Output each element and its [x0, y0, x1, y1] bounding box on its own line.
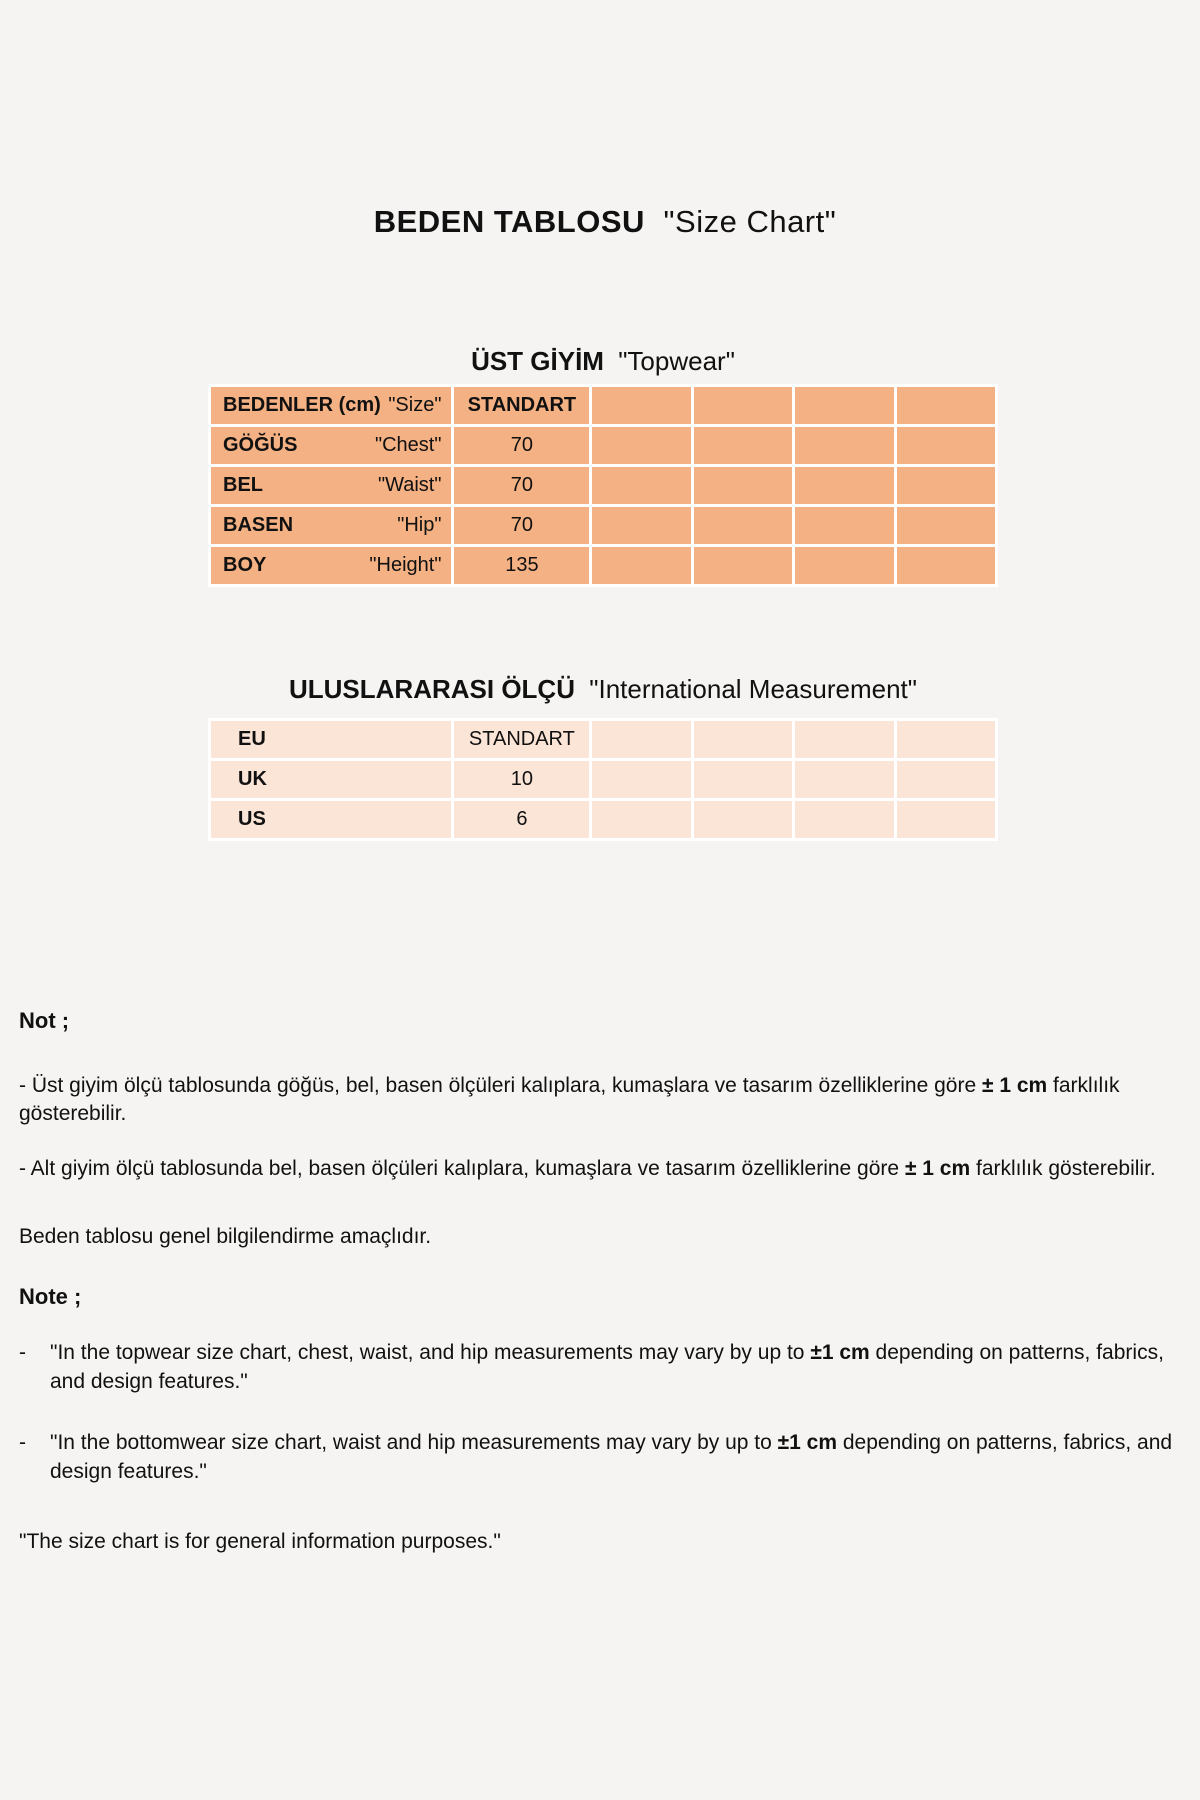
table-row — [211, 761, 995, 798]
note-text: "In the bottomwear size chart, waist and hip measurements may vary by up to — [50, 1431, 778, 1455]
row-translation: "Chest" — [374, 434, 442, 456]
note-bold-tolerance: ±1 cm — [810, 1341, 870, 1364]
us-label-cell: US — [211, 801, 451, 838]
empty-cell — [694, 801, 792, 838]
chest-label-cell — [211, 427, 451, 464]
page-title — [0, 204, 1200, 240]
international-heading-main: ULUSLARARASI ÖLÇÜ — [289, 674, 575, 704]
empty-cell — [897, 721, 995, 758]
topwear-section — [208, 346, 998, 587]
table-row — [211, 467, 995, 504]
empty-cell — [694, 387, 792, 424]
row-value: STANDART — [454, 387, 589, 424]
bullet-text — [50, 1339, 1185, 1396]
empty-cell — [795, 467, 893, 504]
height-label-cell — [211, 547, 451, 584]
table-row — [211, 387, 995, 424]
note-text: "In the topwear size chart, chest, waist, and hip measurements may vary by up to — [50, 1341, 811, 1364]
eu-label-cell: EU — [211, 721, 451, 758]
notes-heading-turkish: Not ; — [19, 1008, 70, 1033]
table-row — [211, 721, 995, 758]
table-row — [211, 547, 995, 584]
empty-cell — [694, 761, 792, 798]
international-heading — [208, 674, 998, 705]
empty-cell — [694, 721, 792, 758]
note-bold-tolerance: ±1 cm — [777, 1431, 838, 1455]
row-value: 70 — [454, 467, 589, 504]
note-topwear-english — [19, 1339, 1185, 1396]
row-value: 70 — [454, 507, 589, 544]
table-row — [211, 507, 995, 544]
empty-cell — [897, 761, 995, 798]
row-value: STANDART — [454, 721, 589, 758]
empty-cell — [795, 547, 893, 584]
empty-cell — [592, 801, 690, 838]
note-text: - Alt giyim ölçü tablosunda bel, basen ölçüleri kalıplara, kumaşlara ve tasarım özelliklerine göre — [19, 1157, 905, 1180]
table-row — [211, 801, 995, 838]
empty-cell — [592, 721, 690, 758]
row-translation: "Waist" — [377, 474, 442, 496]
empty-cell — [795, 507, 893, 544]
international-heading-quote: "International Measurement" — [589, 674, 917, 704]
bullet-dash: - — [19, 1341, 26, 1364]
empty-cell — [592, 387, 690, 424]
empty-cell — [897, 801, 995, 838]
row-translation: "Size" — [388, 394, 442, 416]
note-bottomwear-english — [19, 1429, 1185, 1486]
note-general-english: "The size chart is for general information purposes." — [19, 1530, 501, 1554]
empty-cell — [694, 467, 792, 504]
bullet-dash: - — [19, 1431, 26, 1455]
note-text: farklılık gösterebilir. — [19, 1073, 1120, 1126]
row-label: BASEN — [223, 514, 294, 536]
empty-cell — [592, 427, 690, 464]
empty-cell — [592, 761, 690, 798]
empty-cell — [897, 507, 995, 544]
page-title-quote: "Size Chart" — [663, 204, 837, 239]
topwear-heading — [208, 346, 998, 377]
empty-cell — [694, 507, 792, 544]
note-bottomwear-turkish — [19, 1155, 1185, 1184]
empty-cell — [897, 427, 995, 464]
note-bold-tolerance: ± 1 cm — [904, 1157, 971, 1180]
international-table — [208, 718, 998, 841]
note-text: depending on patterns, fabrics, and design features." — [50, 1431, 1173, 1483]
row-value: 10 — [454, 761, 589, 798]
topwear-table — [208, 384, 998, 587]
row-label: BEL — [223, 474, 263, 496]
waist-label-cell — [211, 467, 451, 504]
row-value: 6 — [454, 801, 589, 838]
note-bold-tolerance: ± 1 cm — [981, 1073, 1048, 1097]
size-label-cell — [211, 387, 451, 424]
note-text: depending on patterns, fabrics, and design features." — [50, 1341, 1164, 1393]
notes-section — [19, 1006, 1185, 1557]
uk-label-cell: UK — [211, 761, 451, 798]
empty-cell — [592, 467, 690, 504]
bullet-text — [50, 1429, 1185, 1486]
international-section — [208, 674, 998, 841]
empty-cell — [897, 547, 995, 584]
hip-label-cell — [211, 507, 451, 544]
empty-cell — [795, 387, 893, 424]
empty-cell — [795, 801, 893, 838]
note-general-turkish: Beden tablosu genel bilgilendirme amaçlıdır. — [19, 1224, 432, 1248]
topwear-heading-main: ÜST GİYİM — [471, 346, 604, 376]
row-value: 70 — [454, 427, 589, 464]
empty-cell — [897, 387, 995, 424]
note-text: farklılık gösterebilir. — [970, 1157, 1156, 1180]
row-label: BEDENLER (cm) — [223, 394, 381, 416]
note-text: - Üst giyim ölçü tablosunda göğüs, bel, basen ölçüleri kalıplara, kumaşlara ve tasarım özelliklerine göre — [19, 1073, 982, 1097]
topwear-heading-quote: "Topwear" — [618, 346, 735, 376]
empty-cell — [795, 761, 893, 798]
table-row — [211, 427, 995, 464]
empty-cell — [897, 467, 995, 504]
row-translation: "Height" — [369, 554, 442, 576]
empty-cell — [592, 507, 690, 544]
row-label: BOY — [223, 554, 267, 576]
row-value: 135 — [454, 547, 589, 584]
row-label: GÖĞÜS — [223, 434, 298, 456]
empty-cell — [694, 427, 792, 464]
note-topwear-turkish — [19, 1072, 1185, 1129]
empty-cell — [694, 547, 792, 584]
empty-cell — [795, 427, 893, 464]
row-translation: "Hip" — [397, 514, 442, 536]
page-title-main: BEDEN TABLOSU — [373, 204, 645, 239]
empty-cell — [592, 547, 690, 584]
notes-heading-english: Note ; — [19, 1284, 82, 1310]
empty-cell — [795, 721, 893, 758]
